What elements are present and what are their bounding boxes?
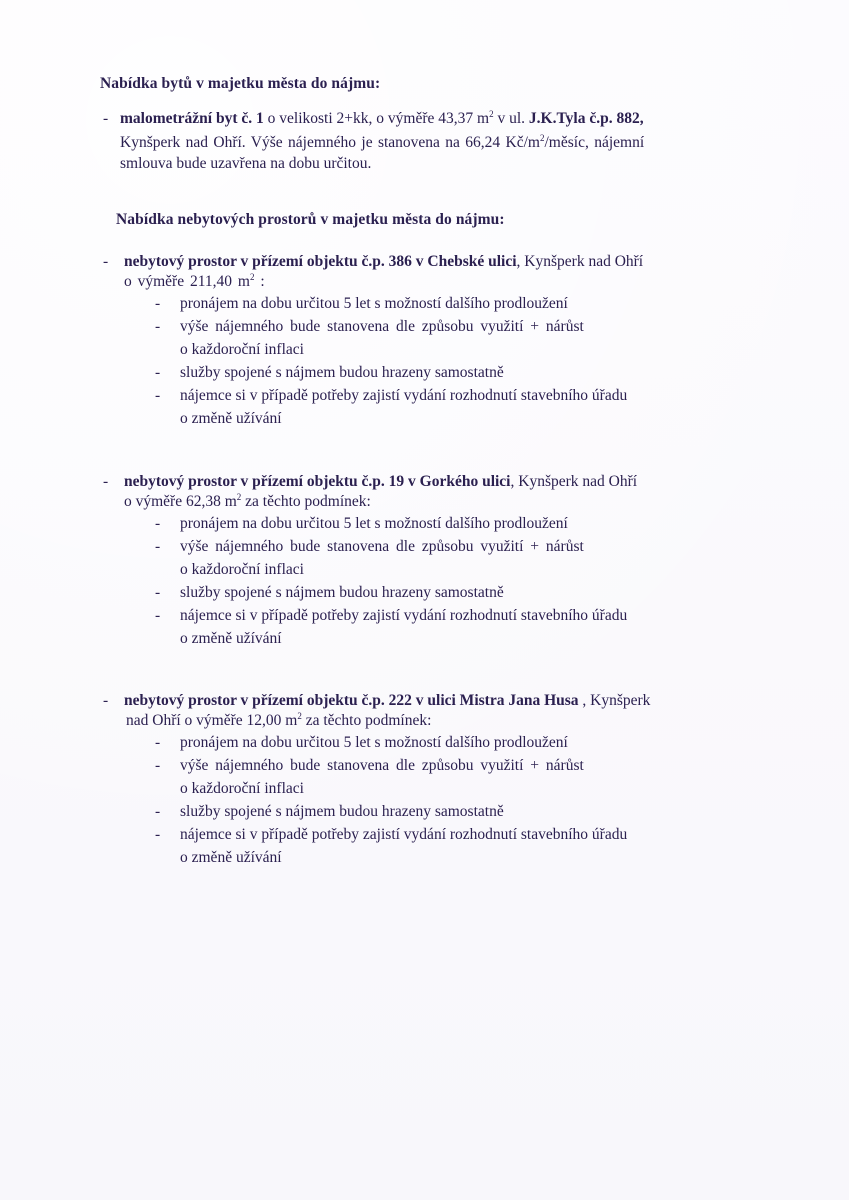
commercial-item-2-area: [124, 494, 371, 510]
area-tail: za těchto podmínek:: [241, 493, 371, 510]
condition-item: o každoroční inflaci: [180, 561, 304, 578]
commercial-item-2-title-bold: nebytový prostor v přízemí objektu č.p. 19 v Gorkého ulici: [124, 473, 511, 490]
sub-dash: -: [155, 757, 161, 774]
commercial-item-2-title-rest: , Kynšperk nad Ohří: [510, 473, 638, 490]
list-dash: -: [103, 253, 109, 270]
flat-rent-sup: 2: [540, 133, 545, 143]
condition-item: nájemce si v případě potřeby zajistí vydání rozhodnutí stavebního úřadu: [180, 826, 628, 843]
sub-dash: -: [155, 584, 161, 601]
flat-size-sup: 2: [489, 109, 494, 119]
flat-item-line-2: [120, 135, 644, 151]
sub-dash: -: [155, 826, 161, 843]
condition-item: o každoroční inflaci: [180, 341, 304, 358]
area-sup: 2: [297, 711, 302, 721]
flat-title: malometrážní byt č. 1: [120, 110, 264, 127]
condition-item: nájemce si v případě potřeby zajistí vydání rozhodnutí stavebního úřadu: [180, 387, 628, 404]
area-tail: za těchto podmínek:: [301, 712, 432, 729]
list-dash: -: [103, 692, 109, 709]
flat-rent-text: Kynšperk nad Ohří. Výše nájemného je stanovena na 66,24 Kč/m: [120, 134, 540, 151]
commercial-item-3-title-rest: , Kynšperk: [578, 692, 651, 709]
sub-dash: -: [155, 295, 161, 312]
commercial-item-3-area: [126, 713, 431, 729]
condition-item: služby spojené s nájmem budou hrazeny samostatně: [180, 803, 504, 820]
condition-item: výše nájemného bude stanovena dle způsobu využití + nárůst: [180, 757, 584, 774]
condition-item: výše nájemného bude stanovena dle způsobu využití + nárůst: [180, 318, 584, 335]
sub-dash: -: [155, 318, 161, 335]
condition-item: pronájem na dobu určitou 5 let s možností dalšího prodloužení: [180, 515, 568, 532]
sub-dash: -: [155, 803, 161, 820]
commercial-item-3-title-bold: nebytový prostor v přízemí objektu č.p. 222 v ulici Mistra Jana Husa: [124, 692, 579, 709]
area-text: o výměře 211,40 m: [124, 273, 250, 290]
commercial-item-1-title: [124, 254, 643, 270]
condition-item: služby spojené s nájmem budou hrazeny samostatně: [180, 364, 504, 381]
sub-dash: -: [155, 538, 161, 555]
area-text: o výměře 62,38 m: [124, 493, 237, 510]
sub-dash: -: [155, 734, 161, 751]
area-sup: 2: [236, 492, 242, 502]
commercial-heading: Nabídka nebytových prostorů v majetku města do nájmu:: [116, 211, 505, 228]
sub-dash: -: [155, 515, 161, 532]
flat-item-line-1: [120, 111, 644, 127]
condition-item: pronájem na dobu určitou 5 let s možností dalšího prodloužení: [180, 295, 568, 312]
area-text: nad Ohří o výměře 12,00 m: [126, 712, 298, 729]
condition-item: o změně užívání: [180, 630, 282, 647]
flat-item-line-3: smlouva bude uzavřena na dobu určitou.: [120, 155, 372, 172]
commercial-item-2-title: [124, 474, 637, 490]
area-sup: 2: [249, 272, 255, 282]
commercial-item-1-title-bold: nebytový prostor v přízemí objektu č.p. 386 v Chebské ulici: [124, 253, 517, 270]
condition-item: o každoroční inflaci: [180, 780, 304, 797]
condition-item: o změně užívání: [180, 410, 282, 427]
condition-item: o změně užívání: [180, 849, 282, 866]
condition-item: služby spojené s nájmem budou hrazeny samostatně: [180, 584, 504, 601]
sub-dash: -: [155, 607, 161, 624]
condition-item: výše nájemného bude stanovena dle způsobu využití + nárůst: [180, 538, 584, 555]
commercial-item-1-area: [124, 274, 265, 290]
list-dash: -: [103, 110, 109, 127]
condition-item: pronájem na dobu určitou 5 let s možností dalšího prodloužení: [180, 734, 568, 751]
area-tail: :: [254, 273, 265, 290]
flat-street: J.K.Tyla č.p. 882,: [528, 110, 644, 127]
sub-dash: -: [155, 387, 161, 404]
flat-rent-tail: /měsíc, nájemní: [544, 134, 645, 151]
list-dash: -: [103, 473, 109, 490]
sub-dash: -: [155, 364, 161, 381]
commercial-item-1-title-rest: , Kynšperk nad Ohří: [516, 253, 644, 270]
flat-street-prefix: v ul.: [493, 110, 529, 127]
condition-item: nájemce si v případě potřeby zajistí vydání rozhodnutí stavebního úřadu: [180, 607, 628, 624]
flats-heading: Nabídka bytů v majetku města do nájmu:: [100, 75, 381, 92]
commercial-item-3-title: [124, 693, 650, 709]
flat-size-text: o velikosti 2+kk, o výměře 43,37 m: [263, 110, 490, 127]
